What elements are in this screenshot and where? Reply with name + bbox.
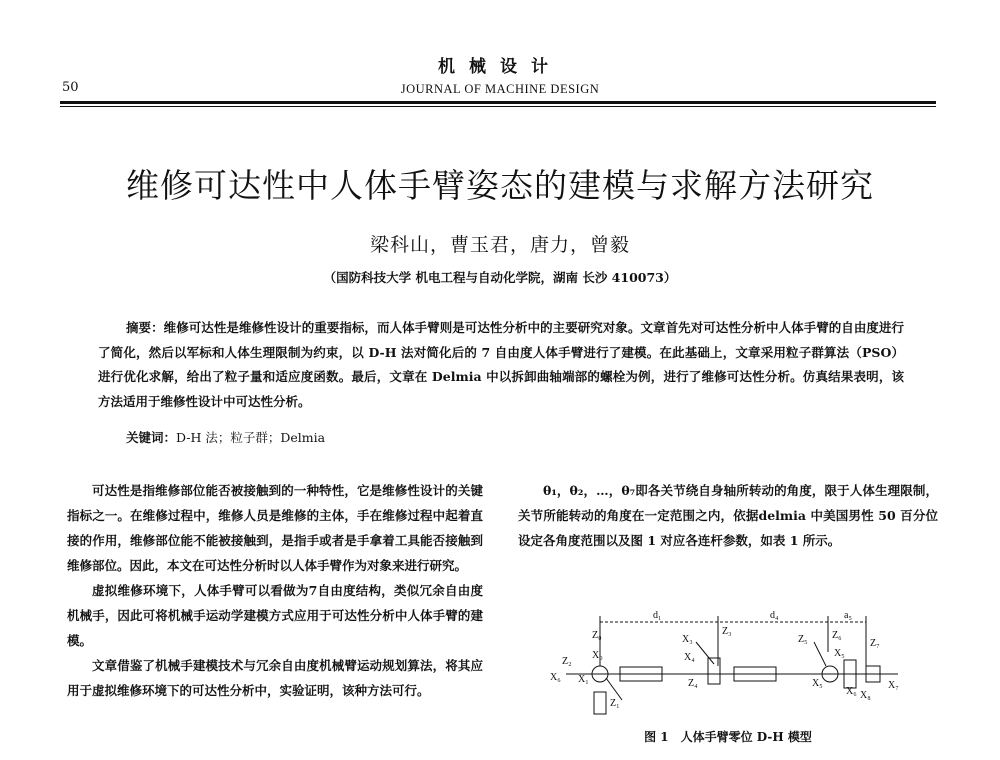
keywords (126, 428, 325, 446)
label-x6b: X₆ (846, 686, 857, 697)
label-z1: Z₁ (610, 698, 620, 709)
abstract-text: 维修可达性是维修性设计的重要指标，而人体手臂则是可达性分析中的主要研究对象。文章首先对可达性分析中人体手臂的自由度进行了简化，然后以军标和人体生理限制为约束，以 D-H 法对简化后的 7 自由度人体手臂进行了建模。在此基础上，文章采用粒子群算法（PSO）进行优化求解，给出了粒子量和适应度函数。最后，文章在 Delmia 中以拆卸曲轴端部的螺栓为例，进行了维修可达性分析。仿真结果表明，该方法适用于维修性设计中可达性分析。 (98, 320, 904, 409)
paragraph: 文章借鉴了机械手建模技术与冗余自由度机械臂运动规划算法，将其应用于虚拟维修环境下的可达性分析中，实验证明，该种方法可行。 (67, 658, 483, 698)
article-affiliation: （国防科技大学 机电工程与自动化学院，湖南 长沙 410073） (323, 270, 677, 285)
dh-model-figure (548, 602, 908, 717)
label-a5: a₅ (844, 610, 852, 621)
label-z5: Z₅ (798, 634, 808, 645)
article-title: 维修可达性中人体手臂姿态的建模与求解方法研究 (126, 166, 874, 205)
keywords-label: 关键词： (126, 430, 177, 445)
figure-caption: 图 1 人体手臂零位 D-H 模型 (644, 730, 812, 744)
paragraph: 虚拟维修环境下，人体手臂可以看做为7自由度结构，类似冗余自由度机械手，因此可将机械手运动学建模方式应用于可达性分析中人体手臂的建模。 (67, 583, 483, 648)
header-rule-thin (60, 106, 936, 107)
label-x7: X₇ (888, 680, 899, 691)
journal-title-en: JOURNAL OF MACHINE DESIGN (400, 82, 600, 96)
paragraph: 可达性是指维修部位能否被接触到的一种特性，它是维修性设计的关键指标之一。在维修过程中，维修人员是维修的主体，手在维修过程中起着直接的作用，维修部位能不能被接触到，是指手或者是手拿着工具能否接触到维修部位。因此，本文在可达性分析时以人体手臂作为对象来进行研究。 (67, 483, 483, 573)
label-x4: X₄ (684, 652, 695, 663)
journal-title-cn: 机械设计 (438, 57, 562, 77)
label-d4: d₄ (770, 610, 779, 621)
label-x5b: X₅ (834, 648, 845, 659)
keywords-text: D-H 法；粒子群；Delmia (176, 430, 326, 445)
label-x0: X₀ (592, 650, 603, 661)
label-x5: X₅ (812, 678, 823, 689)
shoulder-base (594, 692, 606, 714)
abstract (98, 316, 904, 414)
body-right-column (518, 478, 938, 553)
label-z2: Z₂ (562, 656, 572, 667)
label-x3: X₃ (682, 634, 693, 645)
label-x1: X₁ (578, 674, 589, 685)
label-z0: Z₀ (592, 630, 602, 641)
abstract-label: 摘要： (126, 320, 164, 335)
label-x8: X₈ (860, 690, 871, 701)
label-d1: d₁ (653, 610, 662, 621)
label-x6: X₆ (550, 672, 561, 683)
article-authors: 梁科山，曹玉君，唐力，曾毅 (369, 234, 630, 256)
label-z6: Z₆ (832, 630, 842, 641)
label-z4: Z₄ (688, 678, 698, 689)
paragraph: θ₁，θ₂，…，θ₇即各关节绕自身轴所转动的角度，限于人体生理限制，关节所能转动的角度在一定范围之内，依据delmia 中美国男性 50 百分位设定各角度范围以及图 1 对应各连杆参数，如表 1 所示。 (518, 483, 938, 548)
label-z7: Z₇ (870, 638, 880, 649)
page-number: 50 (62, 80, 79, 95)
header-rule-thick (60, 101, 936, 104)
label-z3: Z₃ (722, 626, 732, 637)
body-left-column (67, 478, 483, 703)
